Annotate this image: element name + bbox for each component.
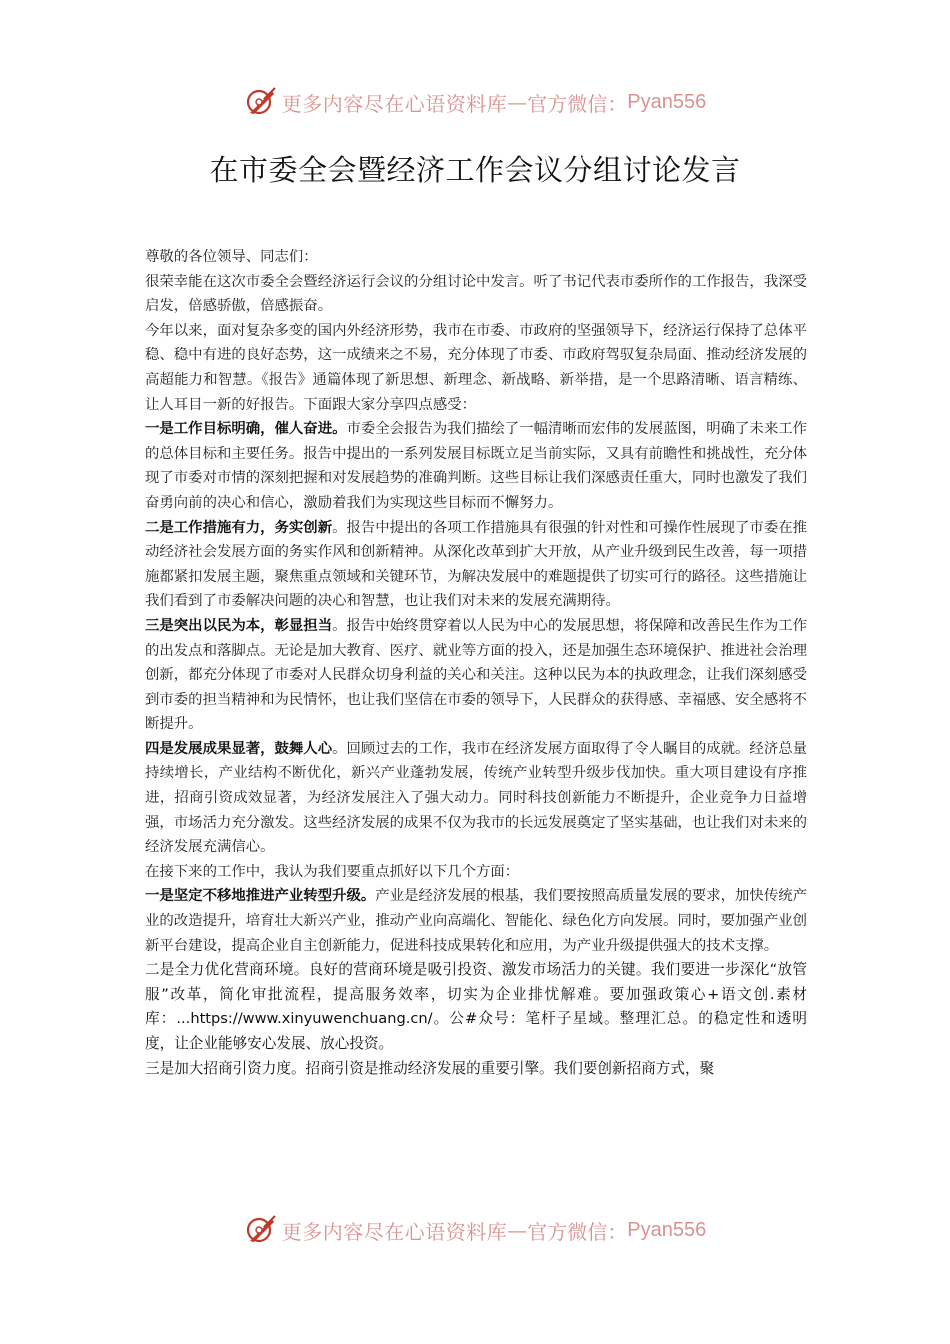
- paragraph: 在接下来的工作中，我认为我们要重点抓好以下几个方面：: [145, 863, 520, 880]
- paragraph: 四是发展成果显著，鼓舞人心。回顾过去的工作，我市在经济发展方面取得了令人瞩目的成就。经济总量持续增长，产业结构不断优化，新兴产业蓬勃发展，传统产业转型升级步伐加快。重大项目建设有序推进，招商引资成效显著，为经济发展注入了强大动力。同时科技创新能力不断提升，企业竞争力日益增强，市场活力充分激发。这些经济发展的成果不仅为我市的长远发展奠定了坚实基础，也让我们对未来的经济发展充满信心。: [145, 740, 807, 856]
- paragraph: 今年以来，面对复杂多变的国内外经济形势，我市在市委、市政府的坚强领导下，经济运行保持了总体平稳、稳中有进的良好态势，这一成绩来之不易，充分体现了市委、市政府驾驭复杂局面、推动经济发展的高超能力和智慧。《报告》通篇体现了新思想、新理念、新战略、新举措，是一个思路清晰、语言精练、让人耳目一新的好报告。下面跟大家分享四点感受：: [145, 322, 807, 413]
- header-banner: [0, 82, 950, 122]
- paragraph-lead: 二是工作措施有力，务实创新: [145, 519, 333, 536]
- banner-separator: —: [507, 90, 528, 114]
- paragraph-lead: 三是突出以民为本，彰显担当: [145, 617, 333, 634]
- footer-banner: [0, 1210, 950, 1250]
- paragraph: 三是加大招商引资力度。招商引资是推动经济发展的重要引擎。我们要创新招商方式，聚: [145, 1059, 715, 1077]
- paragraph: 三是突出以民为本，彰显担当。报告中始终贯穿着以人民为中心的发展思想，将保障和改善民生作为工作的出发点和落脚点。无论是加大教育、医疗、就业等方面的投入，还是加强生态环境保护、推进社会治理创新，都充分体现了市委对人民群众切身利益的关心和关注。这种以民为本的执政理念，让我们深刻感受到市委的担当精神和为民情怀，也让我们坚信在市委的领导下，人民群众的获得感、幸福感、安全感将不断提升。: [145, 617, 807, 733]
- paragraph: 一是坚定不移地推进产业转型升级。产业是经济发展的根基，我们要按照高质量发展的要求，加快传统产业的改造提升，培育壮大新兴产业，推动产业向高端化、智能化、绿色化方向发展。同时，要加强产业创新平台建设，提高企业自主创新能力，促进科技成果转化和应用，为产业升级提供强大的技术支撑。: [145, 888, 807, 954]
- paragraph: 二是工作措施有力，务实创新。报告中提出的各项工作措施具有很强的针对性和可操作性展现了市委在推动经济社会发展方面的务实作风和创新精神。从深化改革到扩大开放，从产业升级到民生改善，每一项措施都紧扣发展主题，聚焦重点领域和关键环节，为解决发展中的难题提供了切实可行的路径。这些措施让我们看到了市委解决问题的决心和智慧，也让我们对未来的发展充满期待。: [145, 519, 807, 610]
- paragraph: 尊敬的各位领导、同志们：: [145, 249, 318, 265]
- paragraph-lead: 一是工作目标明确，催人奋进。: [145, 421, 347, 438]
- document-body: [145, 245, 807, 1081]
- paragraph: 一是工作目标明确，催人奋进。市委全会报告为我们描绘了一幅清晰而宏伟的发展蓝图，明确了未来工作的总体目标和主要任务。报告中提出的一系列发展目标既立足当前实际，又具有前瞻性和挑战性，充分体现了市委对市情的深刻把握和对发展趋势的准确判断。这些目标让我们深感责任重大，同时也激发了我们奋勇向前的决心和信心，激励着我们为实现这些目标而不懈努力。: [145, 421, 807, 511]
- paragraph-lead: 一是坚定不移地推进产业转型升级。: [145, 888, 376, 905]
- banner-text: 更多内容尽在心语资料库: [281, 91, 508, 116]
- banner-wechat-id: Pyan556: [627, 1218, 707, 1241]
- pen-quill-logo-icon: [244, 1213, 278, 1247]
- banner-wechat-label: 官方微信：: [527, 1219, 628, 1244]
- banner-separator: —: [507, 1218, 528, 1242]
- banner-wechat-label: 官方微信：: [527, 91, 628, 116]
- paragraph: 很荣幸能在这次市委全会暨经济运行会议的分组讨论中发言。听了书记代表市委所作的工作报告，我深受启发，倍感骄傲，倍感振奋。: [145, 273, 807, 315]
- paragraph: 二是全力优化营商环境。良好的营商环境是吸引投资、激发市场活力的关键。我们要进一步深化“放管服”改革，简化审批流程，提高服务效率，切实为企业排忧解难。要加强政策心+语文创.素材库：...https://www.xinyuwenchuang.cn/。公#众号：笔杆子星域。整理汇总。的稳定性和透明度，让企业能够安心发展、放心投资。: [145, 961, 807, 1052]
- banner-text: 更多内容尽在心语资料库: [281, 1219, 508, 1244]
- document-title: 在市委全会暨经济工作会议分组讨论发言: [209, 153, 741, 187]
- paragraph-lead: 四是发展成果显著，鼓舞人心: [145, 740, 333, 757]
- banner-wechat-id: Pyan556: [627, 90, 707, 113]
- pen-quill-logo-icon: [244, 85, 278, 119]
